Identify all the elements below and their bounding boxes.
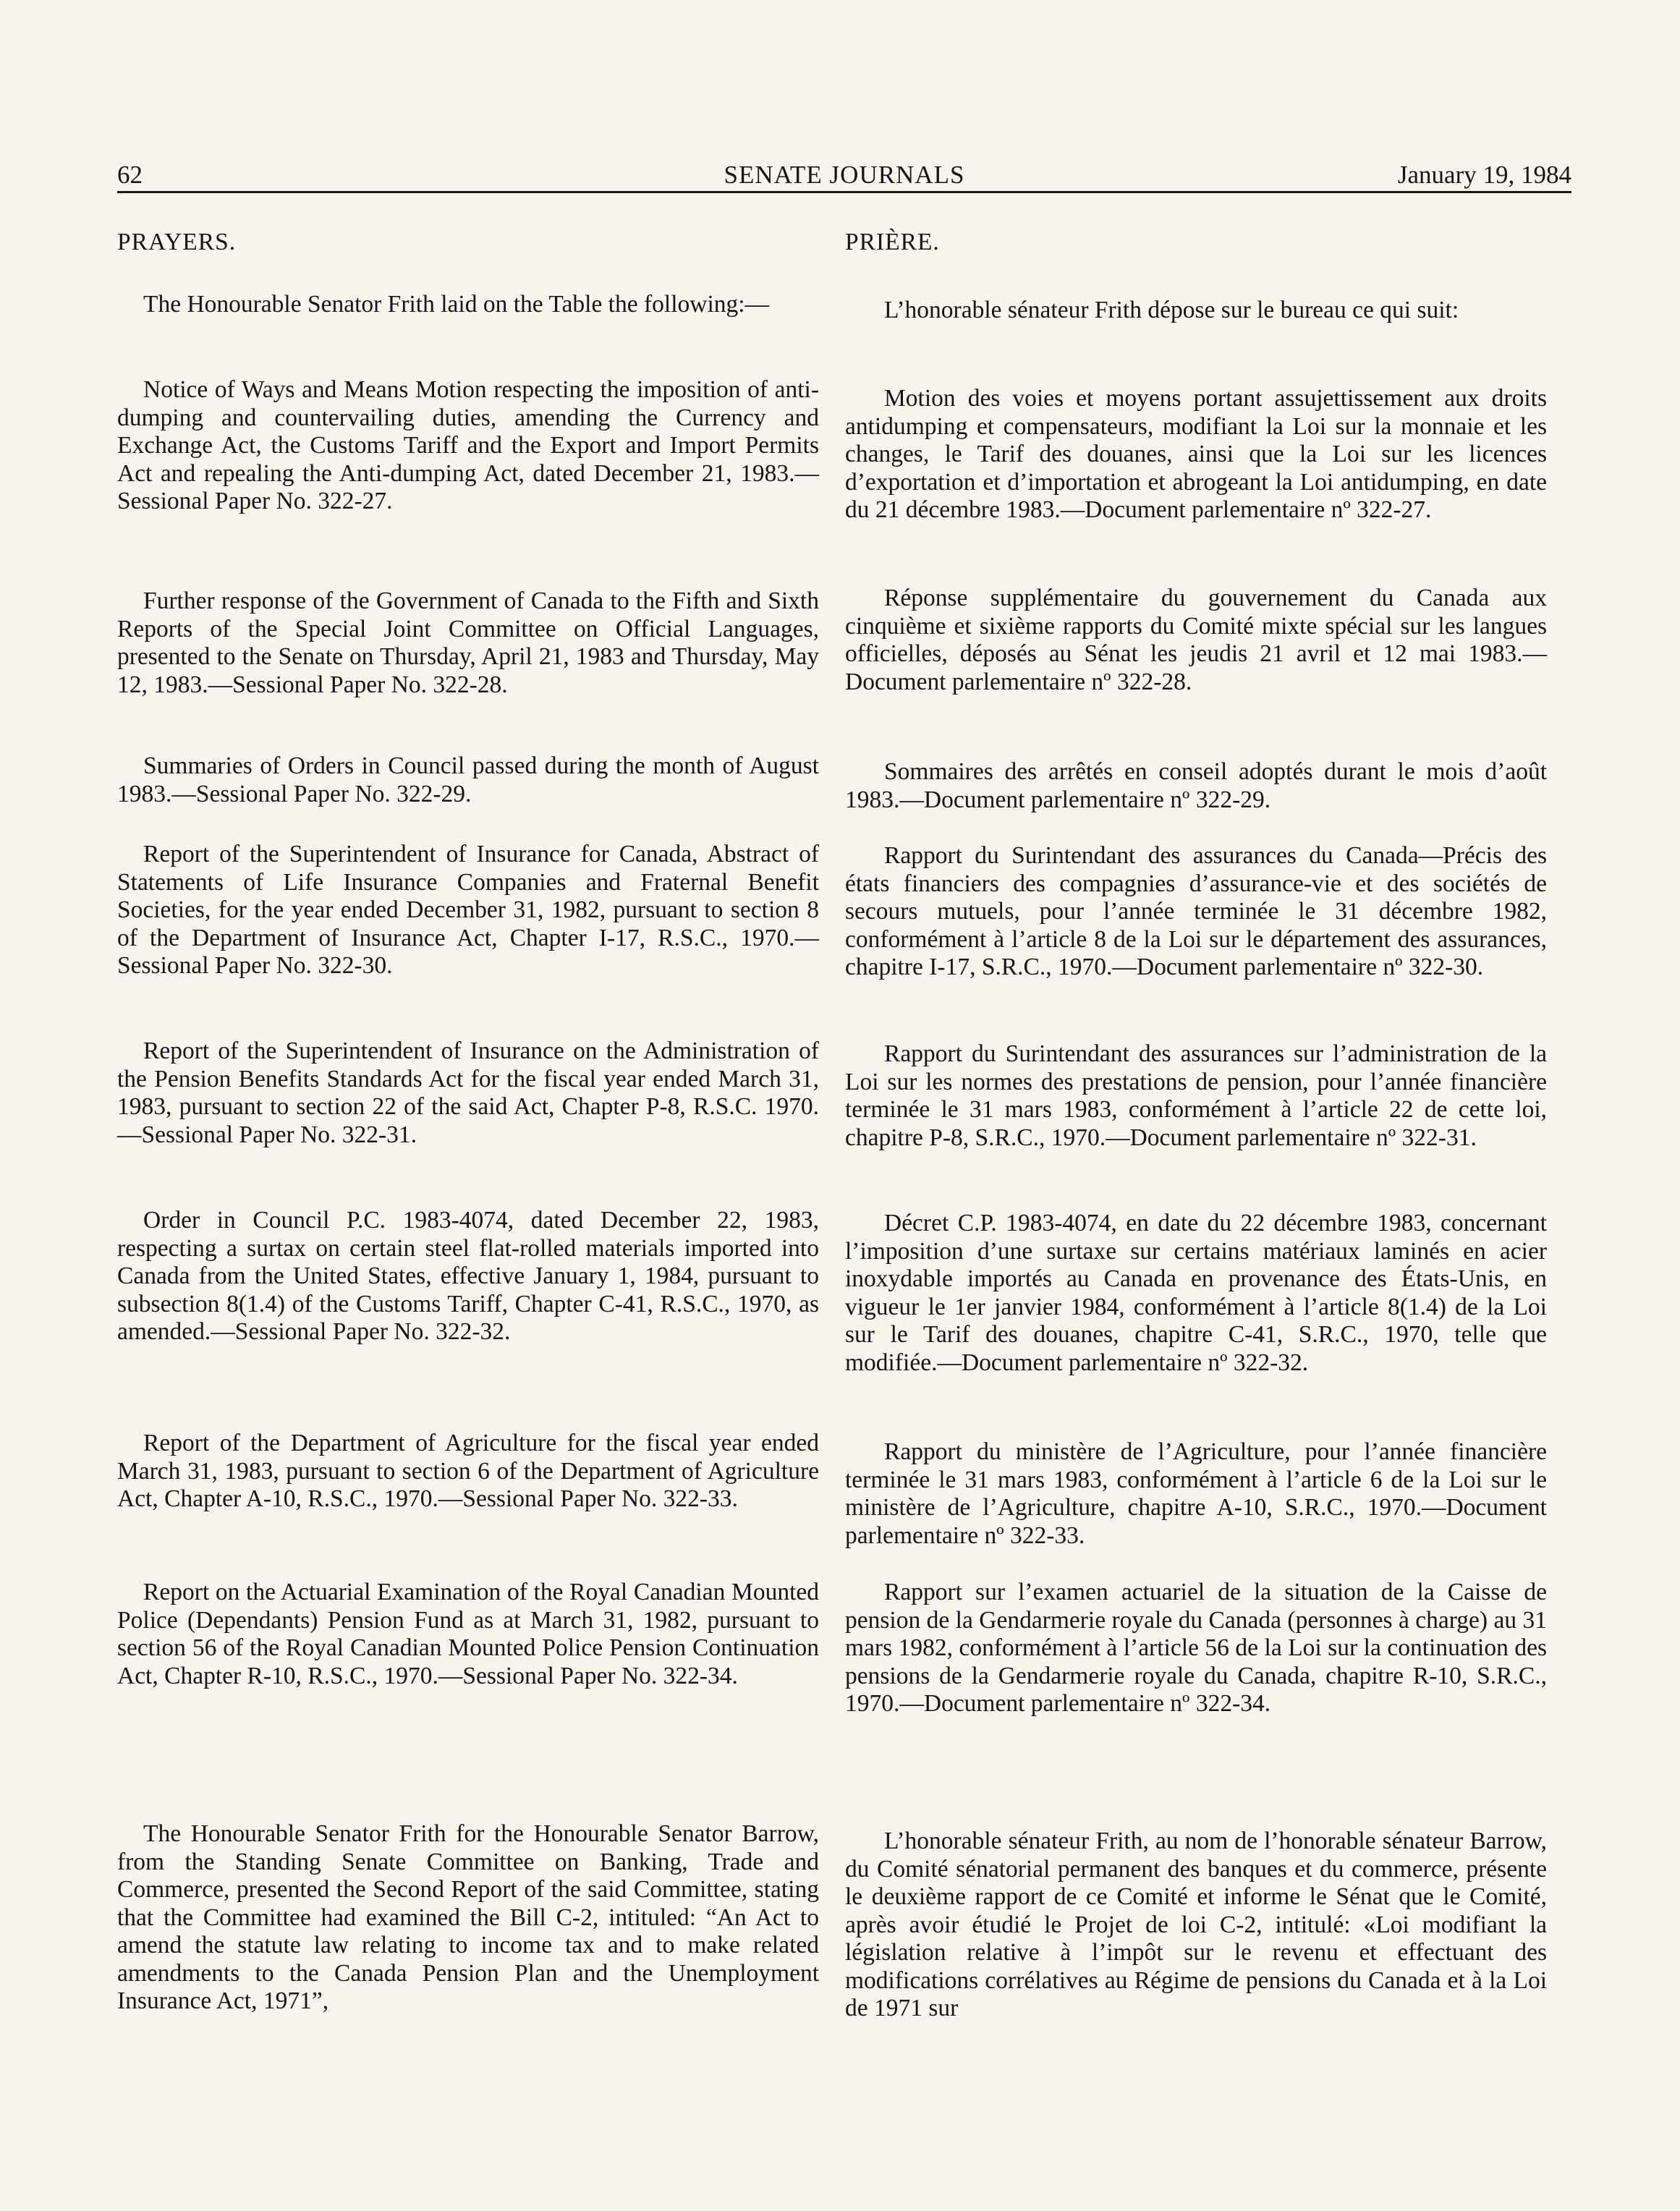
page-header xyxy=(117,161,1571,195)
french-paragraph-9: Rapport sur l’examen actuariel de la situation de la Caisse de pension de la Gendarmerie royale du Canada (personnes à charge) au 31 mars 1982, conformément à l’article 56 de la Loi sur la continuation des pensions de la Gendarmerie royale du Canada, chapitre R-10, S.R.C., 1970.—Document parlementaire nº 322-34. xyxy=(845,1579,1547,1717)
english-paragraph-10: The Honourable Senator Frith for the Honourable Senator Barrow, from the Standing Senate Committee on Banking, Trade and Commerce, presented the Second Report of the said Committee, stating that the Committee had examined the Bill C-2, intituled: “An Act to amend the statute law relating to income tax and to make related amendments to the Canada Pension Plan and the Unemployment Insurance Act, 1971”, xyxy=(117,1820,819,2014)
french-paragraph-10: L’honorable sénateur Frith, au nom de l’honorable sénateur Barrow, du Comité sénatorial permanent des banques et du commerce, présente le deuxième rapport de ce Comité et informe le Sénat que le Comité, après avoir étudié le Projet de loi C-2, intitulé: «Loi modifiant la législation relative à l’impôt sur le revenu et effectuant des modifications corrélatives au Régime de pensions du Canada et à la Loi de 1971 sur xyxy=(845,1828,1547,2021)
english-paragraph-7: Order in Council P.C. 1983-4074, dated December 22, 1983, respecting a surtax on certain steel flat-rolled materials imported into Canada from the United States, effective January 1, 1984, pursuant to subsection 8(1.4) of the Customs Tariff, Chapter C-41, R.S.C., 1970, as amended.—Sessional Paper No. 322-32. xyxy=(117,1207,819,1345)
journal-title: SENATE JOURNALS xyxy=(724,161,965,189)
french-paragraph-4: Sommaires des arrêtés en conseil adoptés durant le mois d’août 1983.—Document parlementaire nº 322-29. xyxy=(845,758,1547,813)
english-paragraph-4: Summaries of Orders in Council passed during the month of August 1983.—Sessional Paper No. 322-29. xyxy=(117,752,819,807)
english-heading: PRAYERS. xyxy=(117,229,237,255)
french-paragraph-2: Motion des voies et moyens portant assujettissement aux droits antidumping et compensateurs, modifiant la Loi sur la monnaie et les changes, le Tarif des douanes, ainsi que la Loi sur les licences d’exportation et d’importation et abrogeant la Loi antidumping, en date du 21 décembre 1983.—Document parlementaire nº 322-27. xyxy=(845,385,1547,523)
header-rule xyxy=(117,191,1571,193)
english-paragraph-2: Notice of Ways and Means Motion respecting the imposition of anti-dumping and countervailing duties, amending the Currency and Exchange Act, the Customs Tariff and the Export and Import Permits Act and repealing the Anti-dumping Act, dated December 21, 1983.—Sessional Paper No. 322-27. xyxy=(117,376,819,514)
french-heading: PRIÈRE. xyxy=(845,229,940,255)
english-paragraph-9: Report on the Actuarial Examination of the Royal Canadian Mounted Police (Dependants) Pension Fund as at March 31, 1982, pursuant to section 56 of the Royal Canadian Mounted Police Pension Continuation Act, Chapter R-10, R.S.C., 1970.—Sessional Paper No. 322-34. xyxy=(117,1579,819,1689)
french-paragraph-3: Réponse supplémentaire du gouvernement du Canada aux cinquième et sixième rapports du Comité mixte spécial sur les langues officielles, déposés au Sénat les jeudis 21 avril et 12 mai 1983.—Document parlementaire nº 322-28. xyxy=(845,585,1547,695)
english-paragraph-6: Report of the Superintendent of Insurance on the Administration of the Pension Benefits Standards Act for the fiscal year ended March 31, 1983, pursuant to section 22 of the said Act, Chapter P-8, R.S.C. 1970.—Sessional Paper No. 322-31. xyxy=(117,1037,819,1148)
french-paragraph-1: L’honorable sénateur Frith dépose sur le bureau ce qui suit: xyxy=(884,297,1459,323)
english-paragraph-1: The Honourable Senator Frith laid on the Table the following:— xyxy=(143,291,770,318)
french-column xyxy=(845,229,1547,2021)
english-paragraph-5: Report of the Superintendent of Insurance for Canada, Abstract of Statements of Life Insurance Companies and Fraternal Benefit Societies, for the year ended December 31, 1982, pursuant to section 8 of the Department of Insurance Act, Chapter I-17, R.S.C., 1970.—Sessional Paper No. 322-30. xyxy=(117,841,819,979)
journal-date: January 19, 1984 xyxy=(1397,161,1571,189)
french-paragraph-5: Rapport du Surintendant des assurances du Canada—Précis des états financiers des compagnies d’assurance-vie et des sociétés de secours mutuels, pour l’année terminée le 31 décembre 1982, conformément à l’article 8 de la Loi sur le département des assurances, chapitre I-17, S.R.C., 1970.—Document parlementaire nº 322-30. xyxy=(845,842,1547,980)
english-paragraph-8: Report of the Department of Agriculture for the fiscal year ended March 31, 1983, pursuant to section 6 of the Department of Agriculture Act, Chapter A-10, R.S.C., 1970.—Sessional Paper No. 322-33. xyxy=(117,1430,819,1512)
french-paragraph-7: Décret C.P. 1983-4074, en date du 22 décembre 1983, concernant l’imposition d’une surtaxe sur certains matériaux laminés en acier inoxydable importés au Canada en provenance des États-Unis, en vigueur le 1er janvier 1984, conformément à l’article 8(1.4) de la Loi sur le Tarif des douanes, chapitre C-41, S.R.C., 1970, telle que modifiée.—Document parlementaire nº 322-32. xyxy=(845,1210,1547,1376)
english-column xyxy=(117,229,819,2014)
page-number: 62 xyxy=(117,161,143,189)
french-paragraph-6: Rapport du Surintendant des assurances sur l’administration de la Loi sur les normes des prestations de pension, pour l’année financière terminée le 31 mars 1983, conformément à l’article 22 de cette loi, chapitre P-8, S.R.C., 1970.—Document parlementaire nº 322-31. xyxy=(845,1040,1547,1151)
french-paragraph-8: Rapport du ministère de l’Agriculture, pour l’année financière terminée le 31 mars 1983, conformément à l’article 6 de la Loi sur le ministère de l’Agriculture, chapitre A-10, S.R.C., 1970.—Document parlementaire nº 322-33. xyxy=(845,1438,1547,1549)
english-paragraph-3: Further response of the Government of Canada to the Fifth and Sixth Reports of the Special Joint Committee on Official Languages, presented to the Senate on Thursday, April 21, 1983 and Thursday, May 12, 1983.—Sessional Paper No. 322-28. xyxy=(117,587,819,698)
